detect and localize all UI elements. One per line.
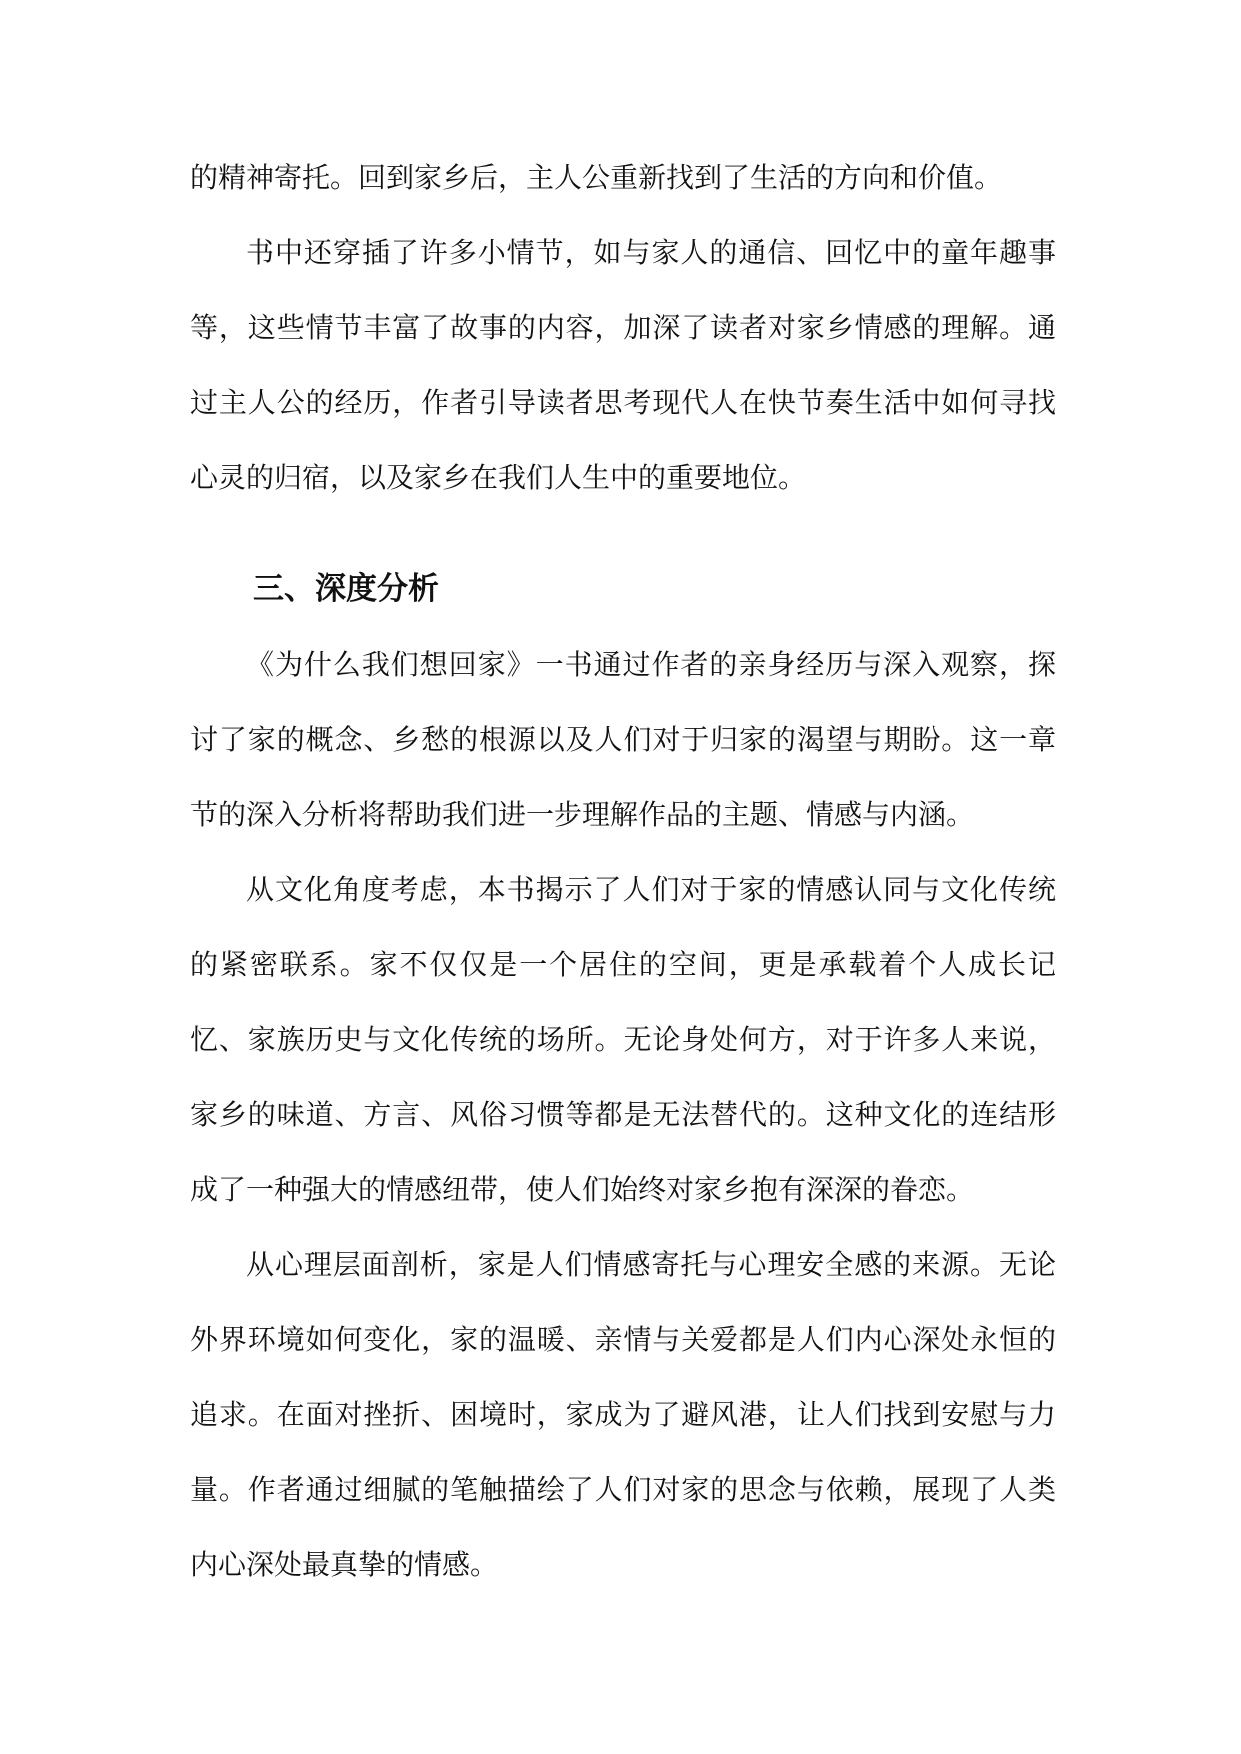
paragraph-analysis-intro: 《为什么我们想回家》一书通过作者的亲身经历与深入观察，探讨了家的概念、乡愁的根源以及人们对于归家的渴望与期盼。这一章节的深入分析将帮助我们进一步理解作品的主题、情感与内涵。 [190, 648, 1056, 831]
section-spacer [190, 515, 1056, 552]
paragraph-continuation: 的精神寄托。回到家乡后，主人公重新找到了生活的方向和价值。 [190, 161, 1003, 194]
document-body [190, 140, 1056, 1602]
paragraph-psychological-perspective: 从心理层面剖析，家是人们情感寄托与心理安全感的来源。无论外界环境如何变化，家的温暖、亲情与关爱都是人们内心深处永恒的追求。在面对挫折、困境时，家成为了避风港，让人们找到安慰与力量。作者通过细腻的笔触描绘了人们对家的思念与依赖，展现了人类内心深处最真挚的情感。 [190, 1248, 1056, 1581]
paragraph-cultural-perspective: 从文化角度考虑，本书揭示了人们对于家的情感认同与文化传统的紧密联系。家不仅仅是一个居住的空间，更是承载着个人成长记忆、家族历史与文化传统的场所。无论身处何方，对于许多人来说，家乡的味道、方言、风俗习惯等都是无法替代的。这种文化的连结形成了一种强大的情感纽带，使人们始终对家乡抱有深深的眷恋。 [190, 873, 1056, 1206]
paragraph-story-details: 书中还穿插了许多小情节，如与家人的通信、回忆中的童年趣事等，这些情节丰富了故事的内容，加深了读者对家乡情感的理解。通过主人公的经历，作者引导读者思考现代人在快节奏生活中如何寻找心灵的归宿，以及家乡在我们人生中的重要地位。 [190, 236, 1056, 494]
section-heading: 三、深度分析 [253, 571, 439, 607]
